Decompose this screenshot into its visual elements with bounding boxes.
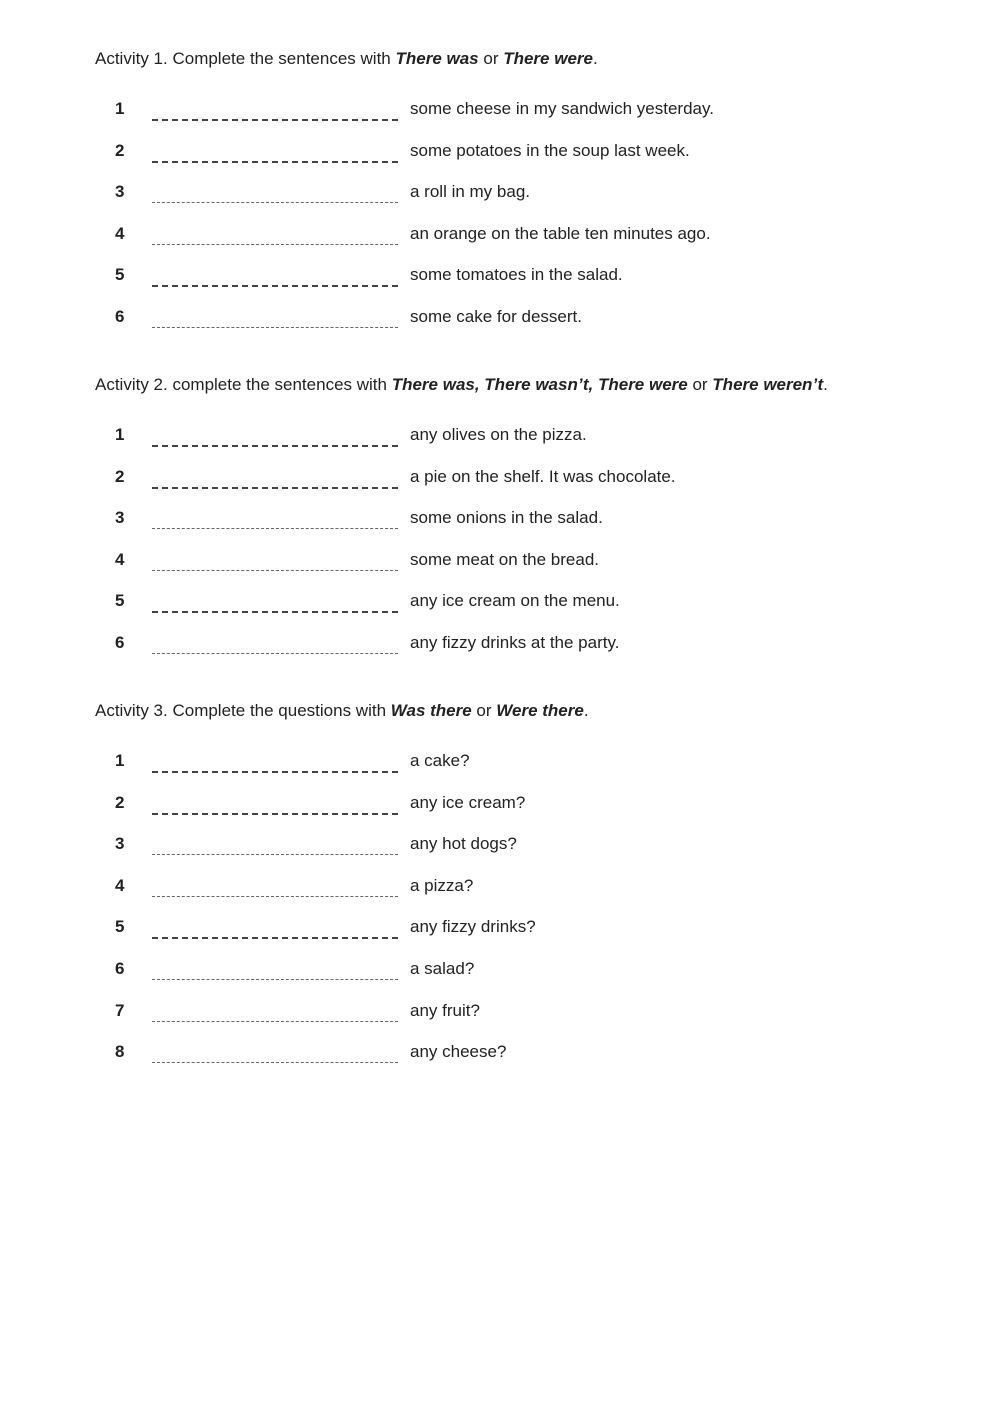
exercise-item (0, 876, 1000, 918)
heading-text: or (478, 49, 504, 68)
item-number: 5 (115, 591, 125, 611)
answer-blank[interactable] (152, 244, 398, 245)
item-number: 4 (115, 549, 125, 569)
activity-heading (95, 701, 589, 721)
item-number: 6 (115, 958, 125, 978)
item-number: 4 (115, 875, 125, 895)
item-sentence: some meat on the bread. (410, 549, 600, 569)
item-sentence: some potatoes in the soup last week. (410, 140, 690, 160)
exercise-item (0, 467, 1000, 509)
item-number: 5 (115, 265, 125, 285)
heading-text: . (823, 375, 828, 394)
exercise-item (0, 1042, 1000, 1084)
answer-blank[interactable] (152, 202, 398, 203)
exercise-list (0, 99, 1000, 349)
item-number: 6 (115, 632, 125, 652)
item-sentence: any olives on the pizza. (410, 425, 587, 444)
answer-blank[interactable] (152, 896, 398, 897)
exercise-item (0, 959, 1000, 1001)
item-number: 1 (115, 751, 125, 770)
heading-keyword: Was there (390, 701, 472, 720)
exercise-item (0, 550, 1000, 592)
exercise-item (0, 141, 1000, 183)
exercise-item (0, 224, 1000, 266)
item-sentence: any cheese? (410, 1042, 507, 1062)
item-number: 8 (115, 1042, 125, 1062)
item-sentence: some tomatoes in the salad. (410, 265, 623, 285)
heading-keyword: Were there (496, 701, 584, 720)
item-number: 3 (115, 508, 125, 528)
exercise-item (0, 425, 1000, 467)
exercise-item (0, 834, 1000, 876)
exercise-item (0, 751, 1000, 793)
answer-blank[interactable] (152, 813, 398, 815)
item-sentence: a pizza? (410, 875, 474, 895)
heading-text: Activity 2. complete the sentences with (95, 375, 392, 394)
heading-text: Activity 1. Complete the sentences with (95, 49, 396, 68)
answer-blank[interactable] (152, 854, 398, 855)
item-number: 2 (115, 792, 125, 812)
answer-blank[interactable] (152, 611, 398, 613)
heading-keyword: There were (503, 49, 593, 68)
item-sentence: a salad? (410, 958, 475, 978)
answer-blank[interactable] (152, 653, 398, 654)
item-number: 3 (115, 182, 125, 202)
item-number: 2 (115, 466, 125, 486)
activity-heading (95, 375, 828, 395)
item-sentence: some cheese in my sandwich yesterday. (410, 99, 714, 118)
answer-blank[interactable] (152, 119, 398, 121)
item-number: 6 (115, 306, 125, 326)
answer-blank[interactable] (152, 327, 398, 328)
exercise-item (0, 917, 1000, 959)
exercise-item (0, 265, 1000, 307)
heading-text: . (592, 49, 598, 68)
item-sentence: a pie on the shelf. It was chocolate. (410, 466, 676, 486)
item-sentence: some cake for dessert. (410, 306, 582, 326)
item-number: 3 (115, 834, 125, 854)
item-sentence: any ice cream? (410, 792, 526, 812)
item-number: 2 (115, 140, 125, 160)
exercise-item (0, 99, 1000, 141)
item-sentence: any fizzy drinks at the party. (410, 632, 620, 652)
answer-blank[interactable] (152, 1021, 398, 1022)
exercise-item (0, 793, 1000, 835)
exercise-item (0, 508, 1000, 550)
item-sentence: some onions in the salad. (410, 508, 603, 528)
heading-text: or (471, 701, 497, 720)
answer-blank[interactable] (152, 937, 398, 939)
item-sentence: any fizzy drinks? (410, 917, 536, 937)
heading-text: Activity 3. Complete the questions with (95, 701, 391, 720)
item-sentence: any ice cream on the menu. (410, 591, 620, 611)
item-sentence: an orange on the table ten minutes ago. (410, 223, 711, 243)
answer-blank[interactable] (152, 979, 398, 980)
item-number: 7 (115, 1000, 125, 1020)
heading-text: . (583, 701, 589, 720)
exercise-item (0, 307, 1000, 349)
activity-heading (95, 49, 598, 69)
item-number: 4 (115, 223, 125, 243)
answer-blank[interactable] (152, 528, 398, 529)
exercise-list (0, 425, 1000, 675)
item-number: 1 (115, 425, 125, 444)
answer-blank[interactable] (152, 487, 398, 489)
item-number: 1 (115, 99, 125, 118)
heading-keyword: There weren’t (712, 375, 824, 394)
answer-blank[interactable] (152, 771, 398, 773)
item-sentence: a roll in my bag. (410, 182, 530, 202)
answer-blank[interactable] (152, 161, 398, 163)
heading-text: or (687, 375, 713, 394)
heading-keyword: There was, There wasn’t, There were (391, 375, 688, 394)
exercise-item (0, 182, 1000, 224)
exercise-item (0, 591, 1000, 633)
exercise-item (0, 1001, 1000, 1043)
heading-keyword: There was (395, 49, 479, 68)
item-sentence: any fruit? (410, 1000, 480, 1020)
item-sentence: any hot dogs? (410, 834, 517, 854)
answer-blank[interactable] (152, 285, 398, 287)
answer-blank[interactable] (152, 445, 398, 447)
exercise-item (0, 633, 1000, 675)
item-number: 5 (115, 917, 125, 937)
item-sentence: a cake? (410, 751, 470, 770)
exercise-list (0, 751, 1000, 1084)
answer-blank[interactable] (152, 570, 398, 571)
answer-blank[interactable] (152, 1062, 398, 1063)
